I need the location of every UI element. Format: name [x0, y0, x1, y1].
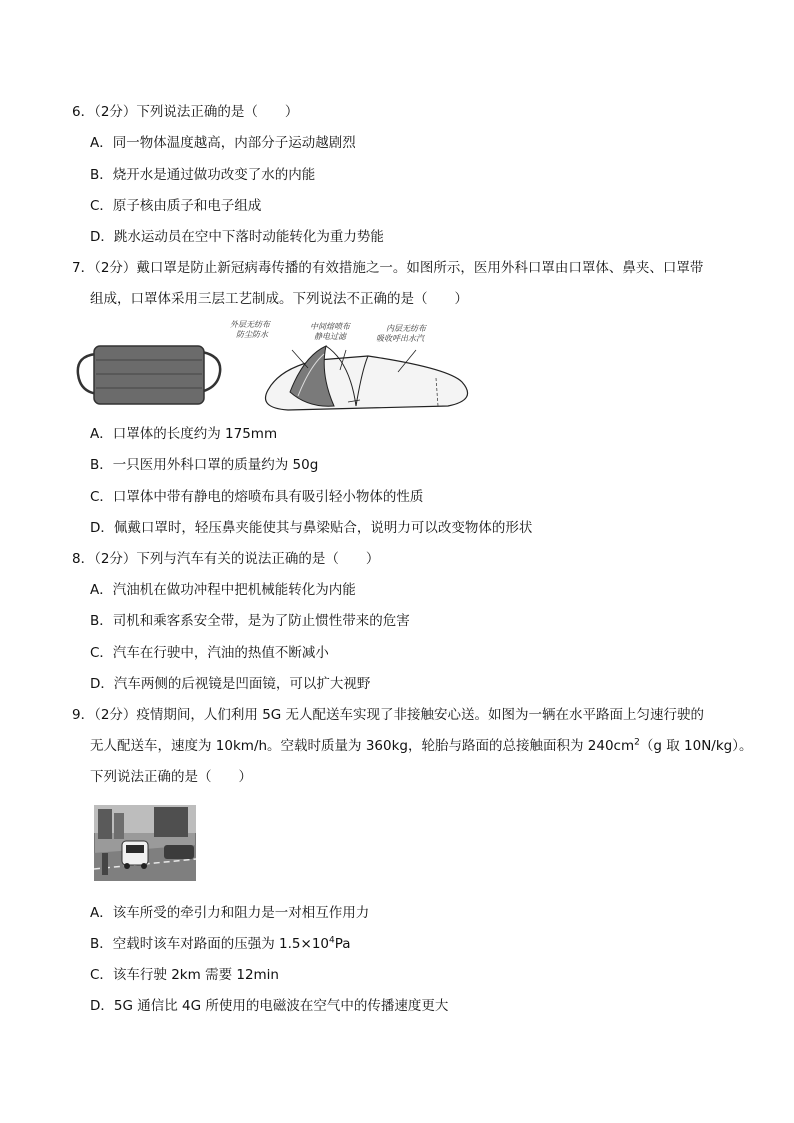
q7-option-c: C．口罩体中带有静电的熔喷布具有吸引轻小物体的性质 [90, 489, 424, 505]
q9-option-b-unit: Pa [334, 936, 351, 952]
face-mask-illustration [74, 340, 224, 412]
q9-option-a: A．该车所受的牵引力和阻力是一对相互作用力 [90, 905, 370, 921]
q6-option-b: B．烧开水是通过做功改变了水的内能 [90, 167, 316, 183]
q8-option-d: D．汽车两侧的后视镜是凹面镜，可以扩大视野 [90, 676, 371, 692]
q8-option-c: C．汽车在行驶中，汽油的热值不断减小 [90, 645, 329, 661]
q8-option-b: B．司机和乘客系安全带，是为了防止惯性带来的危害 [90, 613, 410, 629]
q9-option-b-exponent: 4 [329, 935, 335, 946]
middle-layer-label [310, 322, 350, 342]
mask-body [94, 346, 204, 404]
middle-layer-label-line1: 中间熔喷布 [310, 322, 350, 331]
q6-stem: 6．（2分）下列说法正确的是（ ） [72, 104, 299, 120]
q6-option-a: A．同一物体温度越高，内部分子运动越剧烈 [90, 135, 356, 151]
q9-area-unit-superscript: 2 [634, 737, 640, 748]
q9-option-b [90, 935, 351, 953]
inner-layer-label-line1: 内层无纺布 [386, 324, 426, 333]
inner-layer-label [376, 324, 426, 344]
outer-layer-label-line2: 防尘防水 [236, 330, 268, 339]
q9-option-b-main: B．空载时该车对路面的压强为 1.5×10 [90, 936, 330, 952]
outer-layer-label [230, 320, 270, 340]
q7-option-a: A．口罩体的长度约为 175mm [90, 426, 278, 442]
q9-stem-line2 [90, 737, 752, 755]
q8-option-a: A．汽油机在做功冲程中把机械能转化为内能 [90, 582, 356, 598]
delivery-vehicle-photo [94, 805, 196, 881]
inner-layer-label-line2: 吸收呼出水汽 [376, 334, 424, 343]
q9-option-c: C．该车行驶 2km 需要 12min [90, 967, 279, 983]
q6-option-d: D．跳水运动员在空中下落时动能转化为重力势能 [90, 229, 384, 245]
q9-stem-line2-tail: （g 取 10N/kg）。 [639, 738, 753, 754]
q8-stem: 8．（2分）下列与汽车有关的说法正确的是（ ） [72, 551, 380, 567]
q9-option-d: D．5G 通信比 4G 所使用的电磁波在空气中的传播速度更大 [90, 998, 449, 1014]
q9-stem-line1: 9．（2分）疫情期间，人们利用 5G 无人配送车实现了非接触安心送。如图为一辆在水平路面上匀速行驶的 [72, 707, 705, 723]
mask-layers-diagram [228, 320, 480, 416]
q7-option-d: D．佩戴口罩时，轻压鼻夹能使其与鼻梁贴合，说明力可以改变物体的形状 [90, 520, 533, 536]
q6-option-c: C．原子核由质子和电子组成 [90, 198, 262, 214]
q9-stem-line2-main: 无人配送车，速度为 10km/h。空载时质量为 360kg，轮胎与路面的总接触面积为 240cm [90, 738, 635, 754]
middle-layer-label-line2: 静电过滤 [314, 332, 346, 341]
q9-stem-line3: 下列说法正确的是（ ） [90, 769, 252, 785]
outer-layer-label-line1: 外层无纺布 [230, 320, 270, 329]
q7-stem-line1: 7．（2分）戴口罩是防止新冠病毒传播的有效措施之一。如图所示，医用外科口罩由口罩体、鼻夹、口罩带 [72, 260, 704, 276]
q7-option-b: B．一只医用外科口罩的质量约为 50g [90, 457, 319, 473]
q7-stem-line2: 组成，口罩体采用三层工艺制成。下列说法不正确的是（ ） [90, 291, 468, 307]
